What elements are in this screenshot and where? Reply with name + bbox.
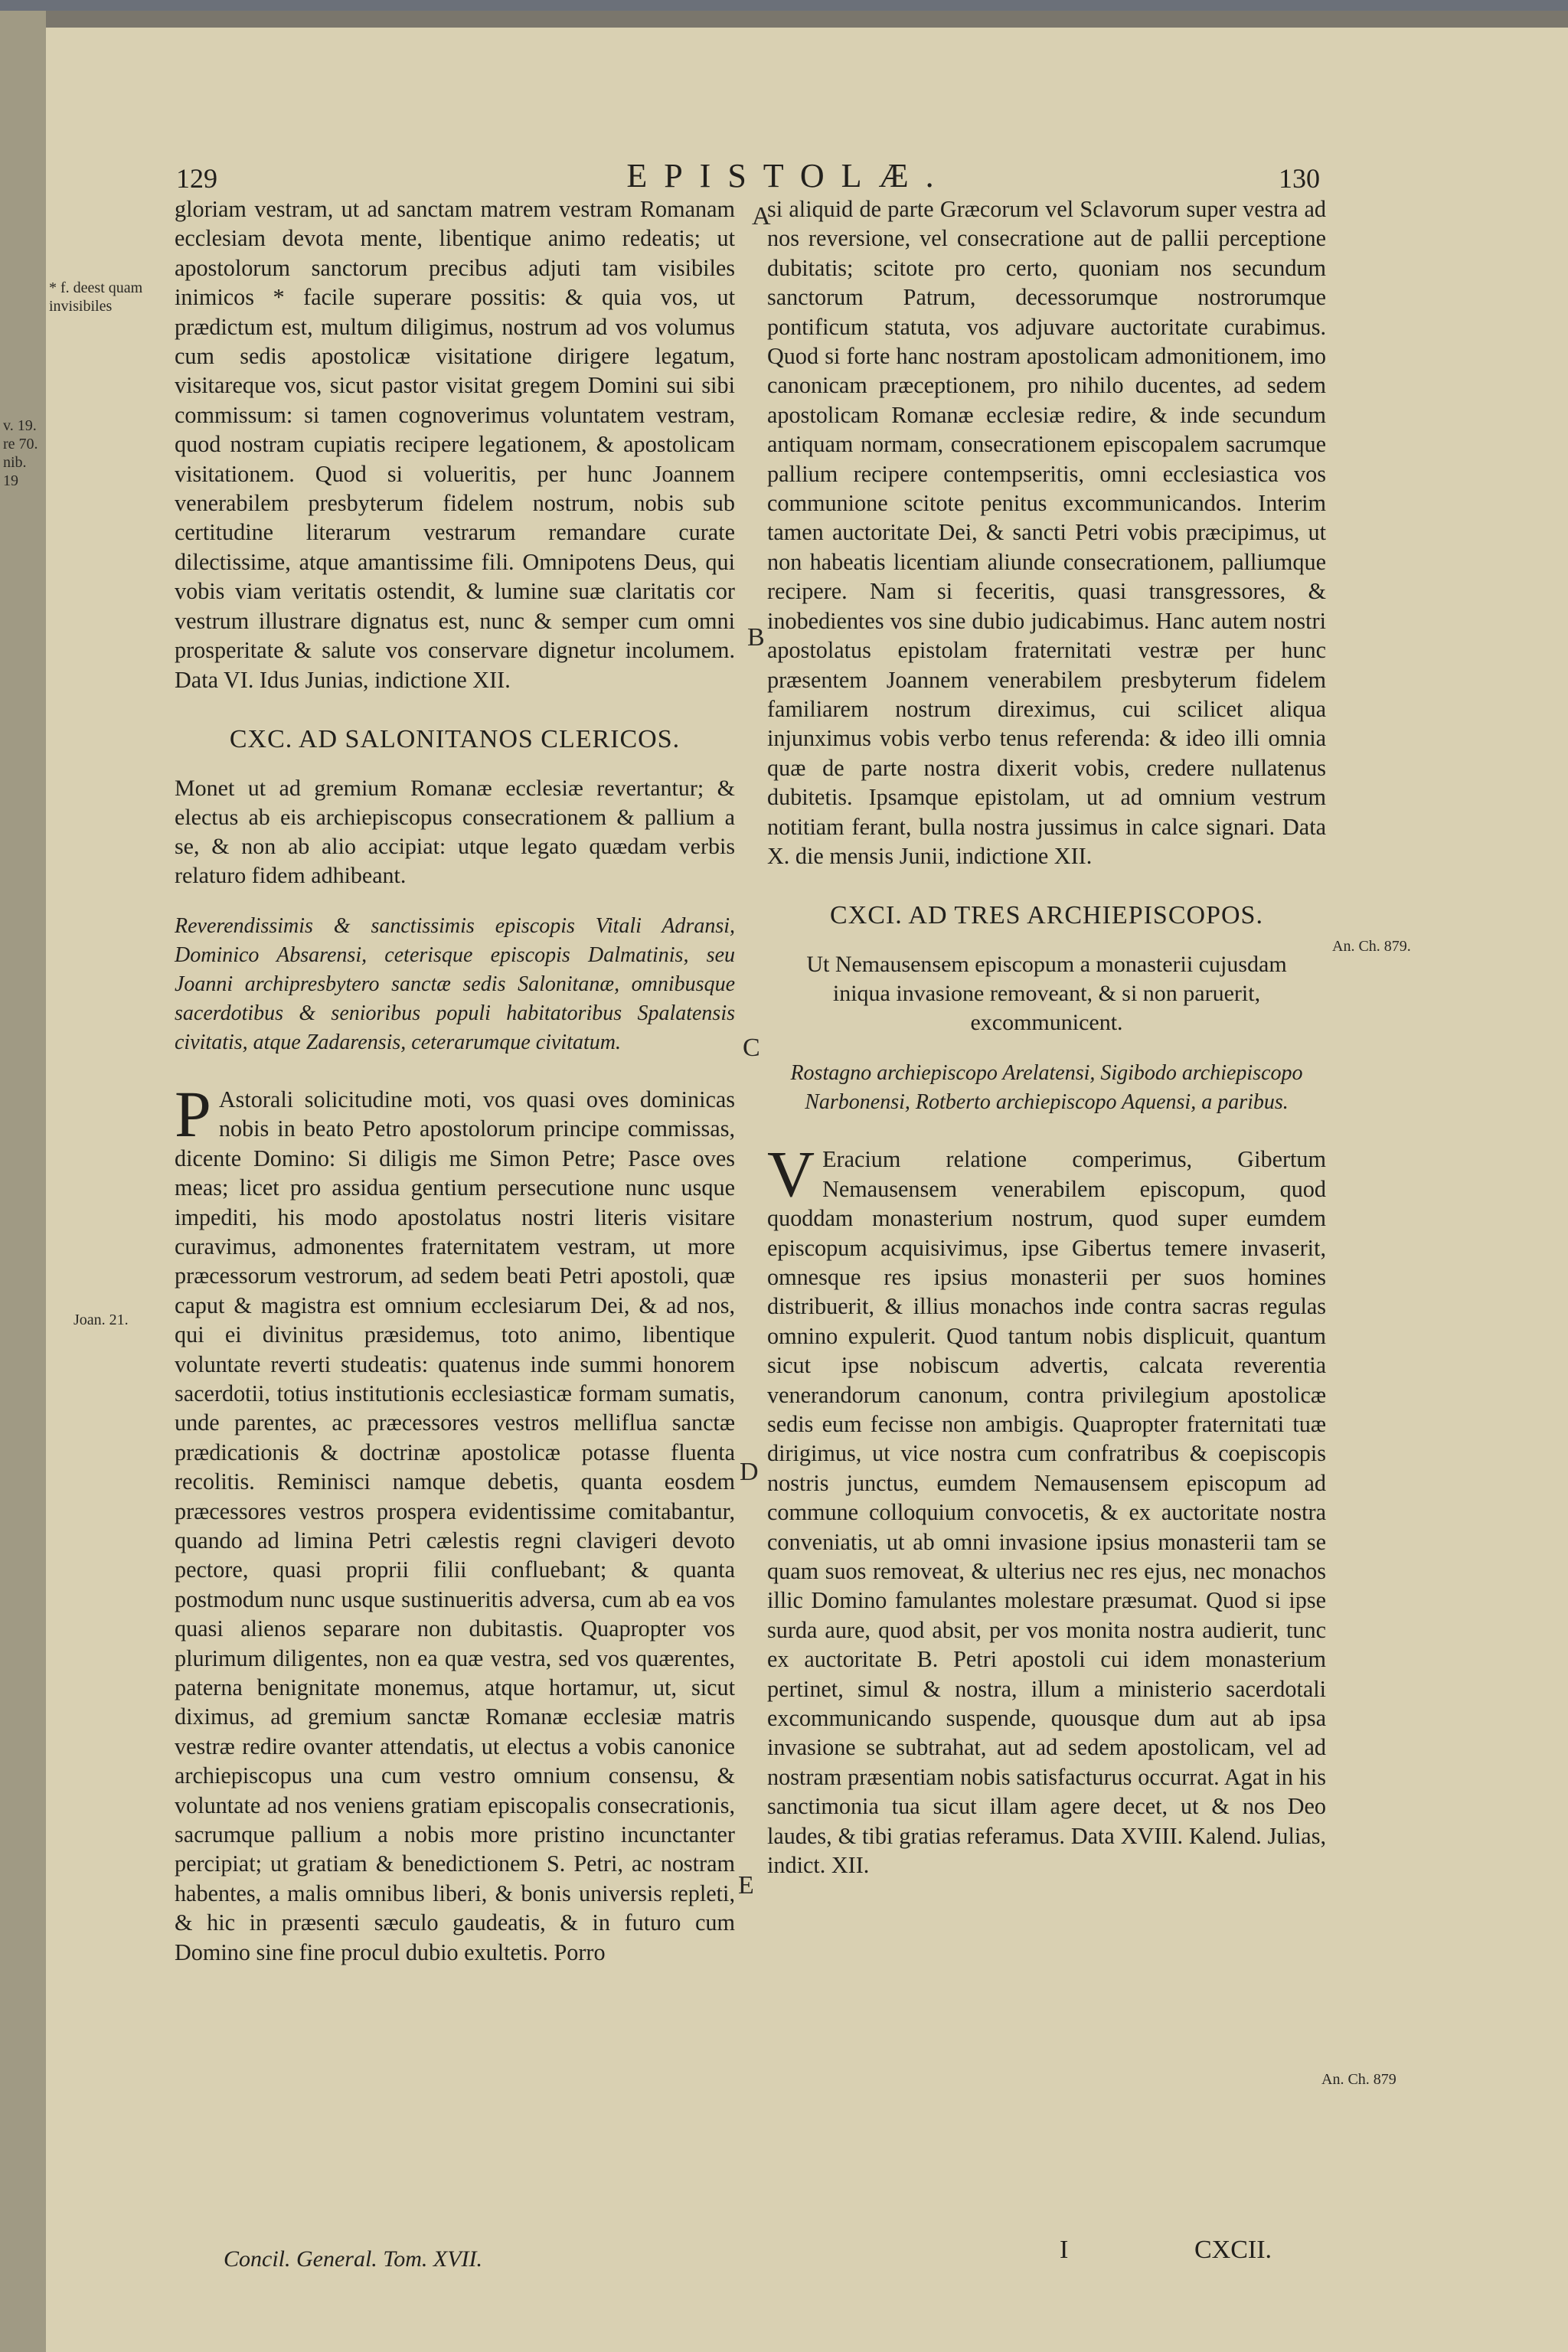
epistle-heading-cxci: CXCI. AD TRES ARCHIEPISCOPOS. xyxy=(830,901,1263,930)
epistle-address-cxc: Reverendissimis & sanctissimis episcopis Vitali Adransi, Dominico Absarensi, ceterisque episcopis Dalmatinis, seu Joanni archipresbytero sanctæ sedis Salonitanæ, omnibusque sacerdotibus & senioribus populi habitatoribus Spalatensis civitatis, atque Zadarensis, ceterarumque civitatum. xyxy=(175,913,735,1054)
continuation-text-left: gloriam vestram, ut ad sanctam matrem vestram Romanam ecclesiam devota mente, libentique animo redeatis; ut apostolorum sanctorum precibus adjuti tam visibiles inimicos * facile superare possitis: & quia vos, ut prædictum est, multum diligimus, nostrum ad vos volumus cum sedis apostolicæ visitatione dirigere legatum, visitareque vos, sicut pastor visitat gregem Domini sui sibi commissum: si tamen cognoverimus voluntatem vestram, quod nostram cupiatis recipere legationem, & apostolicam visitationem. Quod si volueritis, per hunc Joannem venerabilem presbyterum fidelem nostrum, nobis sub certitudine literarum vestrarum remandare curate dilectissime, atque amantissime fili. Omnipotens Deus, qui vobis viam veritatis ostendit, & lumine suæ claritatis cor vestrum illustrare dignatus est, nunc & semper cum omni prosperitate & salute vos conservare dignetur incolumem. Data VI. Idus Junias, indictione XII. xyxy=(175,196,735,693)
section-letter-e: E xyxy=(738,1871,754,1900)
catchword: CXCII. xyxy=(1194,2236,1272,2264)
epistle-body-text-cxci: Eracium relatione comperimus, Gibertum Nemausensem venerabilem episcopum, quod quoddam monasterium nostrum, quod super eumdem episcopum acquisivimus, ipse Gibertus temere invaserit, omnesque res ipsius monasterii per suos homines distribuerit, & illius monachos inde contra sacras regulas omnino expulerit. Quod tantum nobis displicuit, quantum sicut ipse nobiscum advertis, calcata reverentia venerandorum canonum, contra privilegium apostolicæ sedis eum fecisse non ambigis. Quapropter fraternitati tuæ dirigimus, ut vice nostra cum confratribus & coepiscopis nostris junctus, eumdem Nemausensem episcopum ad commune colloquium convocetis, & ex auctoritate nostra conveniatis, ut ab omni invasione ipsius monasterii tam se quam suos removeat, & ulterius nec res ejus, nec monachos illic Domino famulantes molestare præsumat. Quod si ipse surda aure, quod absit, per vos monita nostra audierit, tunc ex auctoritate B. Petri apostoli cui idem monasterium pertinet, simul & nostra, illum a ministerio sacerdotali excommunicando suspende, quousque dum aut ab ipsa invasione se subtrahat, aut ad sedem apostolicam, vel ad nostram præsentiam nobis satisfacturus occurrat. Agat in his sanctimonia tua sicut illam agere decet, ut & nos Deo laudes, & tibi gratias referamus. Data XVIII. Kalend. Julias, indict. XII. xyxy=(767,1146,1326,1879)
page-top-edge xyxy=(0,11,1568,28)
section-letter-a: A xyxy=(752,202,771,230)
margin-note-anno-2: An. Ch. 879 xyxy=(1321,2071,1396,2088)
epistle-heading-cxc: CXC. AD SALONITANOS CLERICOS. xyxy=(229,724,681,753)
epistle-body-cxc xyxy=(175,1076,735,1967)
margin-note-desit: * f. deest quam invisibiles xyxy=(49,279,143,315)
section-letter-c: C xyxy=(743,1034,760,1062)
epistle-summary-cxci: Ut Nemausensem episcopum a monasterii cujusdam iniqua invasione removeant, & si non paruerit, excommunicent. xyxy=(806,952,1287,1036)
epistle-body-cxci xyxy=(767,1137,1326,1880)
continuation-text-right: si aliquid de parte Græcorum vel Sclavorum super vestra ad nos reversione, vel consecratione aut de pallii perceptione dubitatis; scitote pro certo, quoniam nos secundum sanctorum Patrum, decessorumque nostrorumque pontificum statuta, vos adjuvare auctoritate curabimus. Quod si forte hanc nostram apostolicam admonitionem, imo canonicam præceptionem, pro nihilo ducentes, ad sedem apostolicam Romanæ ecclesiæ redire, & inde secundum antiquam normam, consecrationem episcopalem sacrumque pallium recipere contempseritis, omni ecclesiastica vos communione scitote penitus excommunicandos. Interim tamen auctoritate Dei, & sancti Petri vobis præcipimus, ut non habeatis licentiam aliunde consecrationem, palliumque recipere. Nam si feceritis, quasi transgressores, & inobedientes vos sine dubio judicabimus. Hanc autem nostri apostolatus epistolam fraternitati vestræ per hunc præsentem Joannem venerabilem presbyterum fidelem familiarem nostrum direximus, cui scilicet aliqua injunximus vobis verbo tenus referenda: & ideo illi omnia quæ de parte nostra dixerit vobis, credere nullatenus dubitetis. Ipsamque epistolam, ut ad omnium vestrum notitiam ferant, bulla nostra jussimus in calce signari. Data X. die mensis Junii, indictione XII. xyxy=(767,196,1326,869)
right-column xyxy=(767,194,1326,1880)
epistle-summary-cxc: Monet ut ad gremium Romanæ ecclesiæ revertantur; & electus ab eis archiepiscopus consecrationem & pallium a se, & non ab alio accipiat: utque legato quædam verbis relaturo fidem adhibeant. xyxy=(175,775,735,888)
margin-note-anno-1: An. Ch. 879. xyxy=(1332,938,1411,955)
book-page xyxy=(0,11,1568,2352)
dropcap-p: P xyxy=(175,1076,211,1151)
section-letter-b: B xyxy=(747,623,765,652)
dropcap-v: V xyxy=(767,1137,815,1211)
margin-note-joan: Joan. 21. xyxy=(74,1312,129,1328)
signature-mark: I xyxy=(1060,2236,1069,2264)
epistle-address-cxci: Rostagno archiepiscopo Arelatensi, Sigibodo archiepiscopo Narbonensi, Rotberto archiepiscopo Aquensi, a paribus. xyxy=(790,1061,1303,1115)
folio-left: 129 xyxy=(176,163,217,194)
binding-gutter xyxy=(0,11,46,2352)
section-letter-d: D xyxy=(740,1458,759,1486)
footer-volume: Concil. General. Tom. XVII. xyxy=(224,2246,483,2272)
margin-note-left-edge: v. 19. re 70. nib. 19 xyxy=(3,417,38,489)
epistle-body-text-cxc: Astorali solicitudine moti, vos quasi oves dominicas nobis in beato Petro apostolorum principe commissas, dicente Domino: Si diligis me Simon Petre; Pasce oves meas; licet pro assidua gentium persecutione nunc usque impediti, his modo apostolatus nostri literis visitare curavimus, admonentes fraternitatem vestram, ut more præcessorum vestrorum, ad sedem beati Petri apostoli, quæ caput & magistra est omnium ecclesiarum Dei, & ad nos, qui ei divinitus præsidemus, toto animo, libentique voluntate reverti studeatis: quatenus inde summi honorem sacerdotii, totius institutionis ecclesiasticæ formam sumatis, unde parentes, ac præcessores vestros melliflua sanctæ prædicationis & doctrinæ apostolicæ potasse fluenta recolitis. Reminisci namque debetis, quanta eosdem præcessores vestros prospera evidentissime comitabantur, quando ad limina Petri cælestis regni clavigeri devoto pectore, quasi proprii filii confluebant; & quanta postmodum nunc usque sustinueritis adversa, cum ab ea vos quasi alienos separare non dubitastis. Quapropter vos plurimum diligentes, non ea quæ vestra, sed vos quærentes, paterna benignitate monemus, atque hortamur, ut, sicut diximus, ad gremium sanctæ Romanæ ecclesiæ matris vestræ redire ovanter attendatis, ut electus a vobis canonice archiepiscopus una cum vestro omnium consensu, & voluntate ad nos veniens gratiam episcopalis consecrationis, sacrumque pallium a nobis more pristino incunctanter percipiat; ut gratiam & benedictionem S. Petri, ac nostram habentes, a malis omnibus liberi, & bonis universis repleti, & hic in præsenti sæculo gaudeatis, & in futuro cum Domino sine fine procul dubio exultetis. Porro xyxy=(175,1086,735,1965)
running-title: EPISTOLÆ. xyxy=(626,157,951,194)
left-column xyxy=(175,194,735,1967)
folio-right: 130 xyxy=(1279,163,1320,194)
